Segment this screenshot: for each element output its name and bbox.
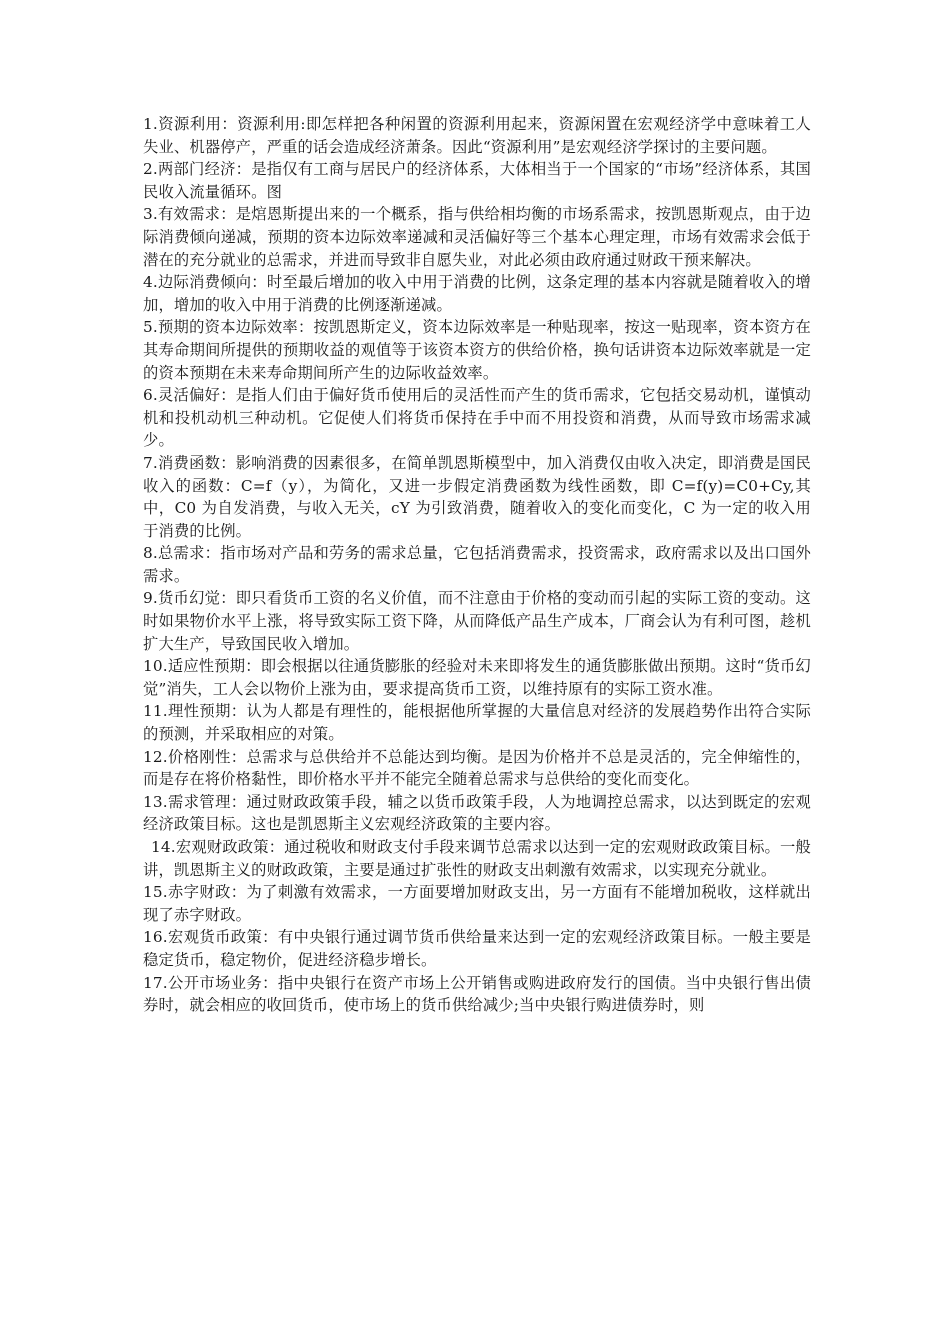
definition-paragraph-7: 7.消费函数：影响消费的因素很多，在简单凯恩斯模型中，加入消费仅由收入决定，即消费是国民收入的函数：C=f（y），为简化，又进一步假定消费函数为线性函数，即 C=f(y)=C0+Cy,其中，C0 为自发消费，与收入无关，cY 为引致消费，随着收入的变化而变化，C 为一定的收入用于消费的比例。 <box>143 453 811 540</box>
definition-paragraph-16: 16.宏观货币政策：有中央银行通过调节货币供给量来达到一定的宏观经济政策目标。一般主要是稳定货币，稳定物价，促进经济稳步增长。 <box>143 928 811 969</box>
definition-paragraph-9: 9.货币幻觉：即只看货币工资的名义价值，而不注意由于价格的变动而引起的实际工资的变动。这时如果物价水平上涨，将导致实际工资下降，从而降低产品生产成本，厂商会认为有利可图，趁机扩大生产，导致国民收入增加。 <box>143 589 811 653</box>
definition-paragraph-2: 2.两部门经济：是指仅有工商与居民户的经济体系，大体相当于一个国家的“市场”经济体系，其国民收入流量循环。图 <box>143 160 811 201</box>
definition-paragraph-17: 17.公开市场业务：指中央银行在资产市场上公开销售或购进政府发行的国债。当中央银行售出债券时，就会相应的收回货币，使市场上的货币供给减少;当中央银行购进债券时，则 <box>143 973 811 1015</box>
definition-paragraph-13: 13.需求管理：通过财政政策手段，辅之以货币政策手段，人为地调控总需求，以达到既定的宏观经济政策目标。这也是凯恩斯主义宏观经济政策的主要内容。 <box>143 792 811 834</box>
definition-paragraph-1: 1.资源利用：资源利用:即怎样把各种闲置的资源利用起来，资源闲置在宏观经济学中意味着工人失业、机器停产，严重的话会造成经济萧条。因此“资源利用”是宏观经济学探讨的主要问题。 <box>143 115 811 156</box>
definition-paragraph-6: 6.灵活偏好：是指人们由于偏好货币使用后的灵活性而产生的货币需求，它包括交易动机，谨慎动机和投机动机三种动机。它促使人们将货币保持在手中而不用投资和消费，从而导致市场需求减少。 <box>143 386 811 450</box>
definition-paragraph-12: 12.价格刚性：总需求与总供给并不总能达到均衡。是因为价格并不总是灵活的，完全伸缩性的，而是存在将价格黏性，即价格水平并不能完全随着总需求与总供给的变化而变化。 <box>143 747 811 789</box>
definition-paragraph-8: 8.总需求：指市场对产品和劳务的需求总量，它包括消费需求，投资需求，政府需求以及出口国外需求。 <box>143 544 811 585</box>
document-body <box>143 113 811 1017</box>
definition-paragraph-5: 5.预期的资本边际效率：按凯恩斯定义，资本边际效率是一种贴现率，按这一贴现率，资本资方在其寿命期间所提供的预期收益的观值等于该资本资方的供给价格，换句话讲资本边际效率就是一定的资本预期在未来寿命期间所产生的边际收益效率。 <box>143 318 811 382</box>
definition-paragraph-11: 11.理性预期：认为人都是有理性的，能根据他所掌握的大量信息对经济的发展趋势作出符合实际的预测，并采取相应的对策。 <box>143 702 811 744</box>
definition-paragraph-10: 10.适应性预期：即会根据以往通货膨胀的经验对未来即将发生的通货膨胀做出预期。这时“货币幻觉”消失，工人会以物价上涨为由，要求提高货币工资，以维持原有的实际工资水准。 <box>143 657 811 698</box>
definition-paragraph-4: 4.边际消费倾向：时至最后增加的收入中用于消费的比例，这条定理的基本内容就是随着收入的增加，增加的收入中用于消费的比例逐渐递减。 <box>143 273 811 314</box>
definition-paragraph-15: 15.赤字财政：为了刺激有效需求，一方面要增加财政支出，另一方面有不能增加税收，这样就出现了赤字财政。 <box>143 883 811 924</box>
definition-paragraph-14: 14.宏观财政政策：通过税收和财政支付手段来调节总需求以达到一定的宏观财政政策目标。一般讲，凯恩斯主义的财政政策，主要是通过扩张性的财政支出刺激有效需求，以实现充分就业。 <box>143 838 811 879</box>
definition-paragraph-3: 3.有效需求：是熍恩斯提出来的一个概系，指与供给相均衡的市场系需求，按凯恩斯观点，由于边际消费倾向递减，预期的资本边际效率递减和灵活偏好等三个基本心理定理，市场有效需求会低于潜在的充分就业的总需求，并进而导致非自愿失业，对此必须由政府通过财政干预来解决。 <box>143 205 811 269</box>
